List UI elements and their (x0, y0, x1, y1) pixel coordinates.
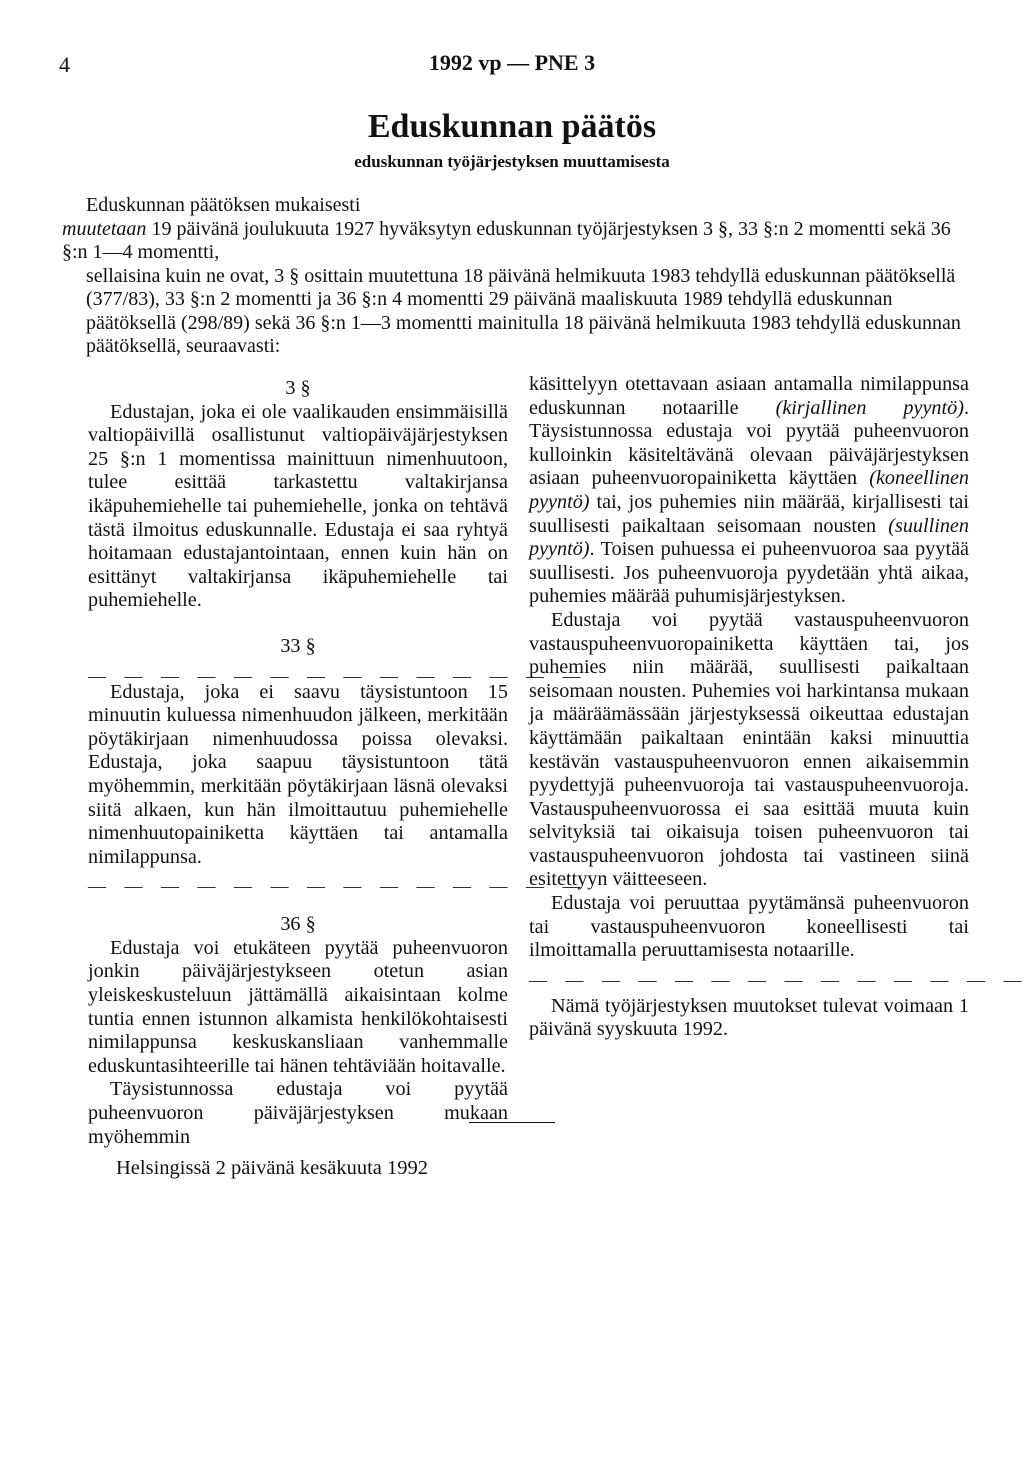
page-number: 4 (59, 52, 70, 77)
left-column (88, 377, 588, 1149)
omission-dashes-2: — — — — — — — — — — — — — — (88, 876, 588, 897)
signature-place-date: Helsingissä 2 päivänä kesäkuuta 1992 (116, 1157, 428, 1179)
section-3-text: Edustajan, joka ei ole vaalikauden ensimmäisillä valtiopäivillä osallistunut valtiopäiväjärjestyksen 25 §:n 1 momentissa mainittuun nimenhuutoon, tulee esittää tarkastettu valtakirjansa ikäpuhemiehelle tai puhemiehelle, jonka on tehtävä tästä ilmoitus eduskunnalle. Edustaja ei saa ryhtyä hoitamaan edustajantointaan, ennen kuin hän on esittänyt valtakirjansa ikäpuhemiehelle tai puhemiehelle. (88, 400, 508, 612)
written-request-term: (kirjallinen pyyntö) (775, 396, 964, 419)
separator-rule (469, 1122, 555, 1123)
intro-block (62, 194, 968, 359)
section-3-heading: 3 § (285, 377, 311, 399)
text-run: käsittelyyn otettavaan asiaan antamalla nimilappunsa eduskunnan notaarille (529, 373, 969, 419)
section-36-continued (529, 373, 969, 609)
intro-amend-keyword: muutetaan (62, 217, 147, 240)
section-36-heading: 36 § (280, 913, 316, 936)
machine-request-term: (koneellinen pyyntö) (529, 467, 969, 513)
withdraw-paragraph: Edustaja voi peruuttaa pyytämänsä puheenvuoron tai vastauspuheenvuoron koneellisesti tai ilmoittamalla peruuttamisesta notaarille. (529, 892, 969, 962)
intro-line-1: Eduskunnan päätöksen mukaisesti (86, 194, 361, 216)
text-run: . Toisen puhuessa ei puheenvuoroa saa pyytää suullisesti. Jos puheenvuoroja pyydetään yhtä aikaa, puhemies määrää puhumisjärjestyksen. (529, 538, 969, 608)
section-33-text: Edustaja, joka ei saavu täysistuntoon 15 minuutin kuluessa nimenhuudon jälkeen, merkitään pöytäkirjaan nimenhuudossa poissa olevaksi. Edustaja, joka saapuu täysistuntoon tätä myöhemmin, merkitään pöytäkirjaan läsnä olevaksi siitä alkaen, kun hän ilmoittautuu puhemiehelle nimenhuutopainiketta käyttäen tai antamalla nimilappunsa. (88, 680, 508, 868)
omission-dashes-3: — — — — — — — — — — — — — — (529, 969, 1029, 990)
document-subtitle: eduskunnan työjärjestyksen muuttamisesta (354, 152, 670, 171)
text-run: . Täysistunnossa edustaja voi pyytää puheenvuoron kulloinkin käsiteltävänä olevaan päiväjärjestyksen asiaan puheenvuoropainiketta käyttäen (529, 396, 969, 490)
intro-line-2 (62, 218, 968, 265)
reply-speech-paragraph: Edustaja voi pyytää vastauspuheenvuoron vastauspuheenvuoropainiketta käyttäen tai, jos puhemies niin määrää, suullisesti paikaltaan seisomaan nousten. Puhemies voi harkintansa mukaan ja määräämässään järjestyksessä oikeuttaa edustajan käyttämään paikaltaan enintään kaksi minuuttia kestävän vastauspuheenvuoron ennen aikaisemmin pyydettyjä puheenvuoroja tai vastauspuheenvuoroja. Vastauspuheenvuorossa ei saa esittää muuta kuin selvityksiä tai oikaisuja toisen puheenvuoron tai vastauspuheenvuoron johdosta tai vastineen siinä esitettyyn väitteeseen. (529, 608, 969, 891)
right-column (529, 373, 1029, 1042)
omission-dashes: — — — — — — — — — — — — — — (88, 665, 588, 686)
section-36-text-2: Täysistunnossa edustaja voi pyytää puheenvuoron päiväjärjestyksen mukaan myöhemmin (88, 1078, 508, 1148)
section-36-text-1: Edustaja voi etukäteen pyytää puheenvuoron jonkin päiväjärjestykseen otetun asian yleiskeskusteluun jättämällä aikaisintaan kolme tuntia ennen istunnon alkamista henkilökohtaisesti nimilappunsa keskuskansliaan vanhemmalle eduskuntasihteerille tai hänen tehtäviään hoitavalle. (88, 936, 508, 1077)
document-title: Eduskunnan päätös (367, 108, 657, 145)
intro-amend-text: 19 päivänä joulukuuta 1927 hyväksytyn eduskunnan työjärjestyksen 3 §, 33 §:n 2 momentti sekä 36 §:n 1—4 momentti, (62, 217, 951, 263)
text-run: tai, jos puhemies niin määrää, kirjallisesti tai suullisesti paikaltaan seisomaan nousten (529, 490, 969, 537)
oral-request-term: (suullinen pyyntö) (529, 514, 969, 561)
intro-line-3: sellaisina kuin ne ovat, 3 § osittain muutettuna 18 päivänä helmikuuta 1983 tehdyllä eduskunnan päätöksellä (377/83), 33 §:n 2 momentti ja 36 §:n 4 momentti 29 päivänä maaliskuuta 1989 tehdyllä eduskunnan päätöksellä (298/89) sekä 36 §:n 1—3 momentti mainitulla 18 päivänä helmikuuta 1983 tehdyllä eduskunnan päätöksellä, seuraavasti: (86, 264, 961, 357)
section-33-heading: 33 § (280, 634, 316, 657)
entry-into-force: Nämä työjärjestyksen muutokset tulevat voimaan 1 päivänä syyskuuta 1992. (529, 994, 969, 1041)
running-head: 1992 vp — PNE 3 (428, 50, 596, 75)
